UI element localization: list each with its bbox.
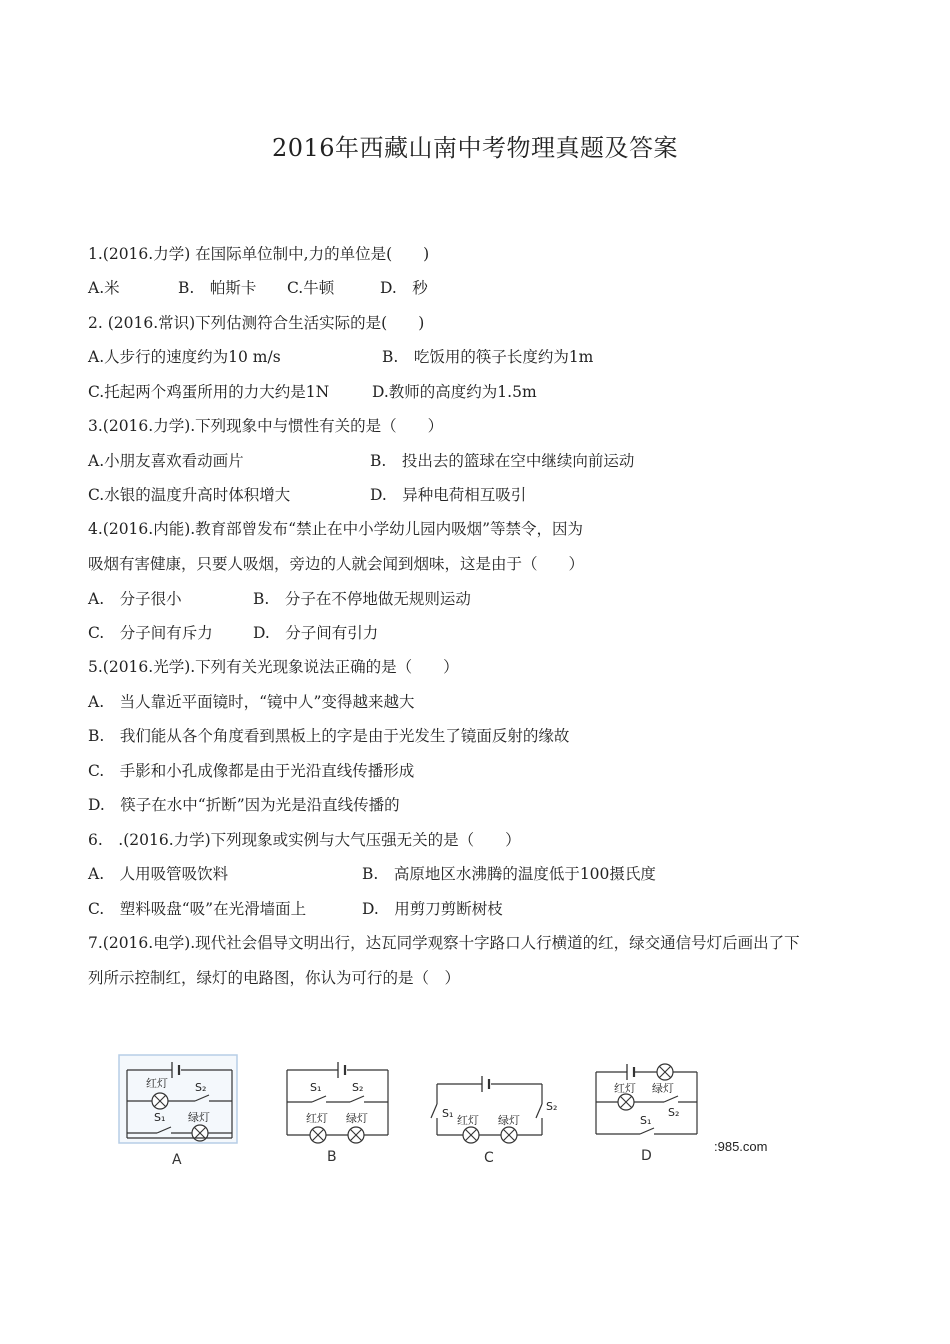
circuit-a-red-lamp [152, 1093, 168, 1109]
question-5-option-a: A. 当人靠近平面镜时，“镜中人”变得越来越大 [88, 693, 415, 711]
question-5-option-d: D. 筷子在水中“折断”因为光是沿直线传播的 [88, 796, 400, 814]
circuit-d-switch-2 [664, 1096, 678, 1102]
question-2-option-a: A.人步行的速度约为10 m/s [88, 348, 281, 366]
question-4-option-c: C. 分子间有斥力 [88, 624, 213, 642]
circuit-c-switch-1 [431, 1104, 437, 1118]
question-3-option-d: D. 异种电荷相互吸引 [370, 486, 527, 504]
question-2-option-c: C.托起两个鸡蛋所用的力大约是1N [88, 383, 330, 401]
question-2-stem: 2. (2016.常识)下列估测符合生活实际的是( ) [88, 314, 425, 332]
circuit-b [287, 1062, 388, 1165]
circuit-d-switch-1 [640, 1128, 654, 1134]
circuit-b-green-lamp-label: 绿灯 [346, 1112, 368, 1125]
question-7-stem-line2: 列所示控制红，绿灯的电路图，你认为可行的是（ ） [88, 969, 461, 987]
question-4-stem-line1: 4.(2016.内能).教育部曾发布“禁止在中小学幼儿园内吸烟”等禁令，因为 [88, 520, 584, 538]
circuit-d-s1-label: S₁ [640, 1114, 652, 1127]
question-7-stem-line1: 7.(2016.电学).现代社会倡导文明出行，达瓦同学观察十字路口人行横道的红，绿交通信号灯后画出了下 [88, 934, 800, 952]
watermark: :985.com [714, 1139, 768, 1154]
circuit-d-red-lamp-label: 红灯 [614, 1082, 636, 1095]
question-6-stem: 6. .(2016.力学)下列现象或实例与大气压强无关的是（ ） [88, 831, 521, 849]
question-6-option-b: B. 高原地区水沸腾的温度低于100摄氏度 [362, 865, 656, 883]
question-1-option-c: C.牛顿 [287, 279, 335, 297]
circuit-c-s2-label: S₂ [546, 1100, 558, 1113]
circuit-a [119, 1055, 237, 1168]
circuit-diagrams-svg [112, 1050, 812, 1180]
circuit-c-green-lamp [501, 1127, 517, 1143]
question-4-option-d: D. 分子间有引力 [253, 624, 379, 642]
circuit-b-letter: B [327, 1149, 337, 1165]
circuit-diagrams [112, 1050, 812, 1180]
question-4-option-a: A. 分子很小 [88, 590, 182, 608]
circuit-a-s1-label: S₁ [154, 1111, 166, 1124]
page-title: 2016年西藏山南中考物理真题及答案 [271, 134, 679, 162]
circuit-a-green-lamp-label: 绿灯 [188, 1111, 210, 1124]
circuit-c-red-lamp [463, 1127, 479, 1143]
circuit-d-s2-label: S₂ [668, 1106, 680, 1119]
circuit-b-s1-label: S₁ [310, 1081, 322, 1094]
circuit-a-red-lamp-label: 红灯 [146, 1077, 168, 1090]
circuit-b-green-lamp [348, 1127, 364, 1143]
question-2-option-d: D.教师的高度约为1.5m [372, 383, 537, 401]
circuit-b-s2-label: S₂ [352, 1081, 364, 1094]
circuit-b-switch-1 [312, 1096, 326, 1102]
question-6-option-c: C. 塑料吸盘“吸”在光滑墙面上 [88, 900, 307, 918]
circuit-c [431, 1076, 557, 1166]
question-2-option-b: B. 吃饭用的筷子长度约为1m [382, 348, 594, 366]
question-1-option-b: B. 帕斯卡 [178, 279, 257, 297]
circuit-c-s1-label: S₁ [442, 1107, 454, 1120]
question-1-stem: 1.(2016.力学) 在国际单位制中,力的单位是( ) [88, 245, 430, 263]
circuit-a-s2-label: S₂ [195, 1081, 207, 1094]
circuit-c-letter: C [484, 1150, 494, 1166]
question-5-option-c: C. 手影和小孔成像都是由于光沿直线传播形成 [88, 762, 415, 780]
question-1-option-a: A.米 [88, 279, 120, 297]
circuit-a-letter: A [172, 1152, 182, 1168]
circuit-b-red-lamp-label: 红灯 [306, 1112, 328, 1125]
question-3-option-a: A.小朋友喜欢看动画片 [88, 452, 244, 470]
circuit-d-green-lamp-label: 绿灯 [652, 1082, 674, 1095]
circuit-c-switch-2 [536, 1104, 542, 1118]
question-4-option-b: B. 分子在不停地做无规则运动 [253, 590, 471, 608]
circuit-d-letter: D [641, 1148, 652, 1164]
question-6-option-d: D. 用剪刀剪断树枝 [362, 900, 503, 918]
circuit-d-green-lamp-top [657, 1064, 673, 1080]
circuit-d [596, 1064, 697, 1164]
question-3-stem: 3.(2016.力学).下列现象中与惯性有关的是（ ） [88, 417, 444, 435]
question-3-option-c: C.水银的温度升高时体积增大 [88, 486, 291, 504]
circuit-b-red-lamp [310, 1127, 326, 1143]
circuit-d-red-lamp [618, 1094, 634, 1110]
question-3-option-b: B. 投出去的篮球在空中继续向前运动 [370, 452, 635, 470]
question-1-option-d: D. 秒 [380, 279, 428, 297]
circuit-b-switch-2 [350, 1096, 364, 1102]
question-4-stem-line2: 吸烟有害健康，只要人吸烟，旁边的人就会闻到烟味，这是由于（ ） [88, 555, 585, 573]
question-5-stem: 5.(2016.光学).下列有关光现象说法正确的是（ ） [88, 658, 459, 676]
circuit-c-green-lamp-label: 绿灯 [498, 1114, 520, 1127]
question-5-option-b: B. 我们能从各个角度看到黑板上的字是由于光发生了镜面反射的缘故 [88, 727, 570, 745]
circuit-c-red-lamp-label: 红灯 [457, 1114, 479, 1127]
question-6-option-a: A. 人用吸管吸饮料 [88, 865, 229, 883]
